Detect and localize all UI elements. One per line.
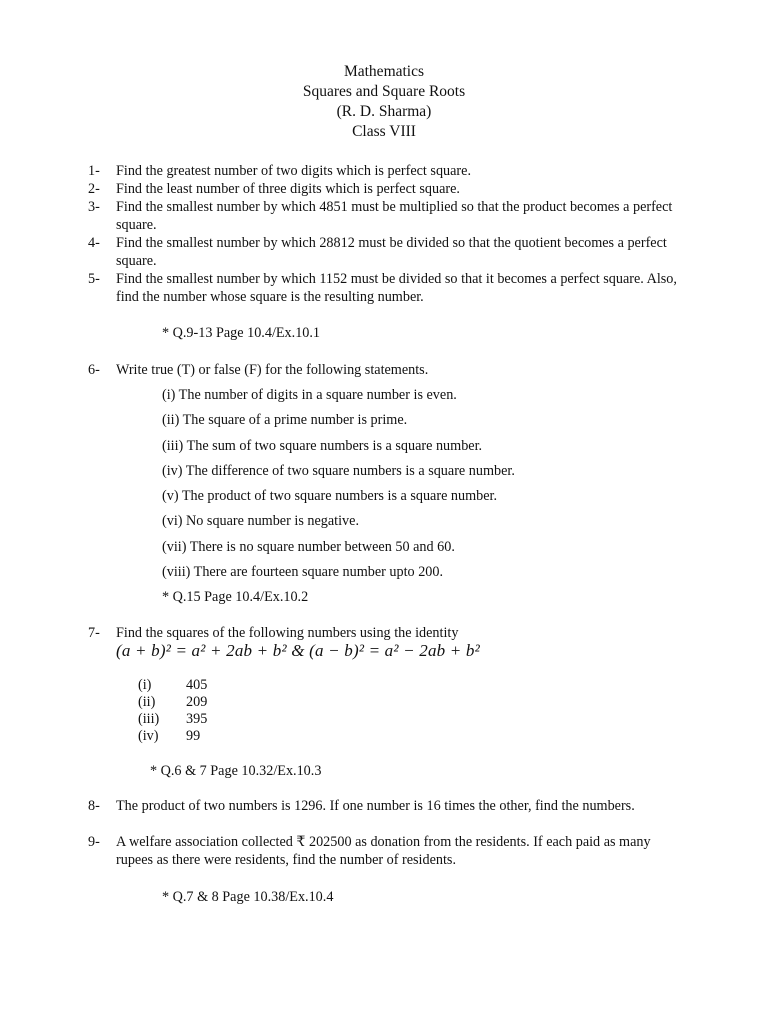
number-value: 395 xyxy=(186,711,208,727)
number-value: 405 xyxy=(186,677,208,693)
statement-item: (vi) No square number is negative. xyxy=(162,513,359,529)
question-text: Find the smallest number by which 4851 must be multiplied so that the product becomes a perfect square. xyxy=(116,199,673,233)
number-index: (ii) xyxy=(138,694,156,710)
document-header xyxy=(0,62,768,142)
question-4 xyxy=(88,234,688,270)
number-value: 99 xyxy=(186,728,201,744)
statement-item: (iv) The difference of two square numbers is a square number. xyxy=(162,463,515,479)
question-text: Find the smallest number by which 28812 must be divided so that the quotient becomes a perfect square. xyxy=(116,235,667,269)
question-number: 5- xyxy=(88,271,100,287)
number-item xyxy=(138,676,207,694)
question-text: Find the least number of three digits which is perfect square. xyxy=(116,181,460,197)
question-number: 6- xyxy=(88,362,100,378)
question-8 xyxy=(88,797,688,815)
number-item xyxy=(138,710,207,728)
statement-item: (iii) The sum of two square numbers is a square number. xyxy=(162,438,483,454)
question-text: Find the greatest number of two digits which is perfect square. xyxy=(116,163,471,179)
statement-item: (ii) The square of a prime number is prime. xyxy=(162,412,408,428)
question-number: 2- xyxy=(88,181,100,197)
statement-item: (i) The number of digits in a square number is even. xyxy=(162,387,457,403)
question-text: Find the squares of the following numbers using the identity xyxy=(116,625,459,641)
question-number: 9- xyxy=(88,834,100,850)
question-5 xyxy=(88,270,688,306)
question-number: 1- xyxy=(88,163,100,179)
question-number: 3- xyxy=(88,199,100,215)
number-value: 209 xyxy=(186,694,208,710)
author-line: (R. D. Sharma) xyxy=(336,103,432,120)
question-1 xyxy=(88,162,688,180)
statement-item: (vii) There is no square number between 50 and 60. xyxy=(162,539,455,555)
number-item xyxy=(138,693,207,711)
question-6 xyxy=(88,361,688,379)
reference-note-2: * Q.15 Page 10.4/Ex.10.2 xyxy=(162,589,309,605)
number-item xyxy=(138,727,200,745)
question-3 xyxy=(88,198,688,234)
chapter-title: Squares and Square Roots xyxy=(302,83,466,100)
reference-note-3: * Q.6 & 7 Page 10.32/Ex.10.3 xyxy=(150,763,322,779)
question-number: 8- xyxy=(88,798,100,814)
question-number: 4- xyxy=(88,235,100,251)
question-text: Find the smallest number by which 1152 must be divided so that it becomes a perfect square. Also, find the number whose square is the resulting number. xyxy=(116,271,677,305)
class-line: Class VIII xyxy=(352,123,416,140)
number-index: (iv) xyxy=(138,728,159,744)
question-text: A welfare association collected ₹ 202500 as donation from the residents. If each paid as many rupees as there were residents, find the number of residents. xyxy=(116,834,651,868)
number-index: (iii) xyxy=(138,711,160,727)
question-number: 7- xyxy=(88,625,100,641)
reference-note-4: * Q.7 & 8 Page 10.38/Ex.10.4 xyxy=(162,889,334,905)
question-text: The product of two numbers is 1296. If one number is 16 times the other, find the numbers. xyxy=(116,798,635,814)
reference-note-1: * Q.9-13 Page 10.4/Ex.10.1 xyxy=(162,325,321,341)
question-text: Write true (T) or false (F) for the following statements. xyxy=(116,362,429,378)
number-index: (i) xyxy=(138,677,152,693)
subject-title: Mathematics xyxy=(343,63,425,80)
square-identity-formula: (a + b)² = a² + 2ab + b² & (a − b)² = a² − 2ab + b² xyxy=(116,641,480,660)
statement-item: (viii) There are fourteen square number upto 200. xyxy=(162,564,444,580)
question-7 xyxy=(88,624,688,642)
question-9 xyxy=(88,833,688,869)
statement-item: (v) The product of two square numbers is a square number. xyxy=(162,488,498,504)
question-2 xyxy=(88,180,688,198)
